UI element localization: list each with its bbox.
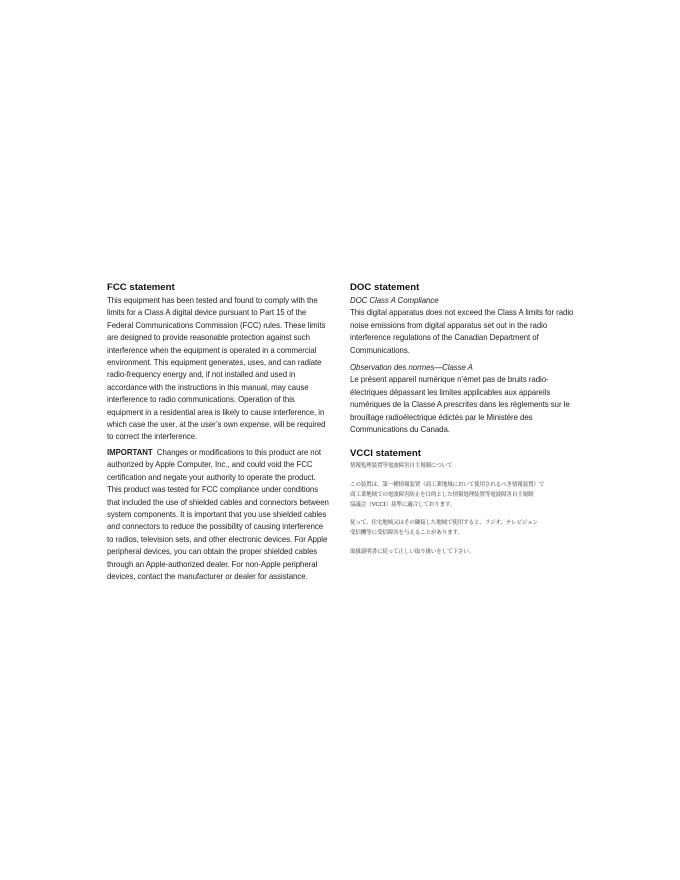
important-text: Changes or modifications to this product are not authorized by Apple Computer, Inc., and could void the FCC certification and negate your authority to operate the product. This product was tested for FCC compliance under conditions that included the use of shielded cables and connectors between system components. It is important that you use shielded cables and connectors to reduce the possibility of causing interference to radios, television sets, and other electronic devices. For Apple peripheral devices, you can obtain the proper shielded cables through an Apple-authorized dealer. For non-Apple peripheral devices, contact the manufacturer or dealer for assistance. [107,447,329,581]
fcc-paragraph: This equipment has been tested and found to comply with the limits for a Class A digital device pursuant to Part 15 of the Federal Communications Commission (FCC) rules. These limits are designed to provide reasonable protection against such interference when the equipment is operated in a commercial environment. This equipment generates, uses, and can radiate radio-frequency energy and, if not installed and used in accordance with the instructions in this manual, may cause interference to radio communications. Operation of this equipment in a residential area is likely to cause interference, in which case the user, at the user’s own expense, will be required to correct the interference. [107,296,326,442]
left-column [107,282,331,583]
doc-french-text: Le présent appareil numérique n’émet pas de bruits radio-électriques dépassant les limites applicables aux appareils numériques de la Classe A prescrites dans les règlements sur le brouillage radioélectrique édictés par le Ministère des Communications du Canada. [350,375,570,435]
vcci-line: 協議会（VCCI）基準に適合しております。 [350,502,456,509]
vcci-title: 情報処理装置等電波障害自主規制について [350,463,453,470]
vcci-paragraph-2 [350,518,582,538]
vcci-line: 取扱説明書に従って正しい取り扱いをして下さい。 [350,548,475,555]
doc-heading: DOC statement [350,282,420,293]
vcci-line: 受信機等に受信障害を与えることがあります。 [350,530,463,537]
vcci-heading: VCCI statement [350,448,421,460]
vcci-paragraph-3 [350,547,582,557]
right-column [350,282,582,557]
fcc-important-paragraph [107,447,331,583]
vcci-japanese-block [350,461,582,556]
vcci-paragraph-1 [350,480,582,511]
vcci-line: 商工業地域での電波障害防止を目的とした情報処理装置等電波障害自主規制 [350,491,534,498]
vcci-line: この装置は、第一種情報装置（商工業地域において使用されるべき情報装置）で [350,481,545,488]
vcci-line: 従って、住宅地域又はその隣接した地域で使用すると、ラジオ、テレビジョン [350,520,538,527]
doc-subheading-french: Observation des normes—Classe A [350,363,473,373]
important-label: IMPORTANT [107,447,153,457]
doc-subheading-english: DOC Class A Compliance [350,296,439,305]
doc-english-text: This digital apparatus does not exceed the Class A limits for radio noise emissions from digital apparatus set out in the radio interference regulations of the Canadian Department of Communications. [350,308,574,355]
fcc-heading: FCC statement [107,282,175,293]
